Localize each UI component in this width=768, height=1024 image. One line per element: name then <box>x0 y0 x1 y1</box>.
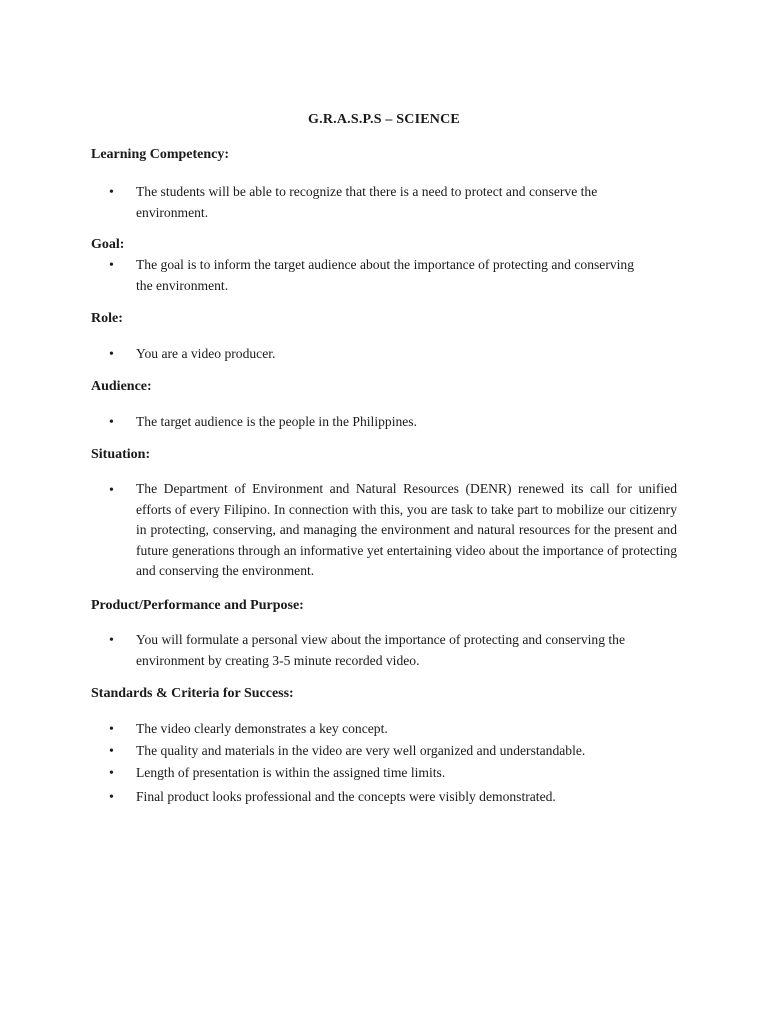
standards-item: The video clearly demonstrates a key concept. <box>136 721 388 736</box>
learning-competency-text: The students will be able to recognize that there is a need to protect and conserve the environment. <box>136 184 598 220</box>
situation-text: The Department of Environment and Natural Resources (DENR) renewed its call for unified efforts of every Filipino. In connection with this, you are task to take part to mobilize our citizenry in protecting, conserving, and managing the environment and natural resources for the present and future generations through an informative yet entertaining video about the importance of protecting and conserving the environment. <box>136 481 677 578</box>
situation-heading: Situation: <box>91 447 151 462</box>
bullet-icon: • <box>109 722 114 737</box>
bullet-icon: • <box>109 766 114 781</box>
goal-heading: Goal: <box>91 237 125 252</box>
product-heading: Product/Performance and Purpose: <box>91 598 304 613</box>
bullet-icon: • <box>109 185 114 200</box>
bullet-icon: • <box>109 483 114 498</box>
product-text: You will formulate a personal view about the importance of protecting and conserving the environment by creating 3-5 minute recorded video. <box>136 632 625 668</box>
bullet-icon: • <box>109 744 114 759</box>
bullet-icon: • <box>109 633 114 648</box>
standards-heading: Standards & Criteria for Success: <box>91 686 294 701</box>
standards-item: Length of presentation is within the assigned time limits. <box>136 765 446 780</box>
role-heading: Role: <box>91 311 123 326</box>
bullet-icon: • <box>109 790 114 805</box>
bullet-icon: • <box>109 415 114 430</box>
role-text: You are a video producer. <box>136 346 276 361</box>
bullet-icon: • <box>109 258 114 273</box>
document-title: G.R.A.S.P.S – SCIENCE <box>308 112 460 127</box>
standards-item: Final product looks professional and the concepts were visibly demonstrated. <box>136 789 556 804</box>
learning-competency-heading: Learning Competency: <box>91 147 230 162</box>
standards-item: The quality and materials in the video are very well organized and understandable. <box>136 743 586 758</box>
bullet-icon: • <box>109 347 114 362</box>
audience-text: The target audience is the people in the Philippines. <box>136 414 417 429</box>
audience-heading: Audience: <box>91 379 152 394</box>
goal-text: The goal is to inform the target audience about the importance of protecting and conserving the environment. <box>136 257 635 293</box>
